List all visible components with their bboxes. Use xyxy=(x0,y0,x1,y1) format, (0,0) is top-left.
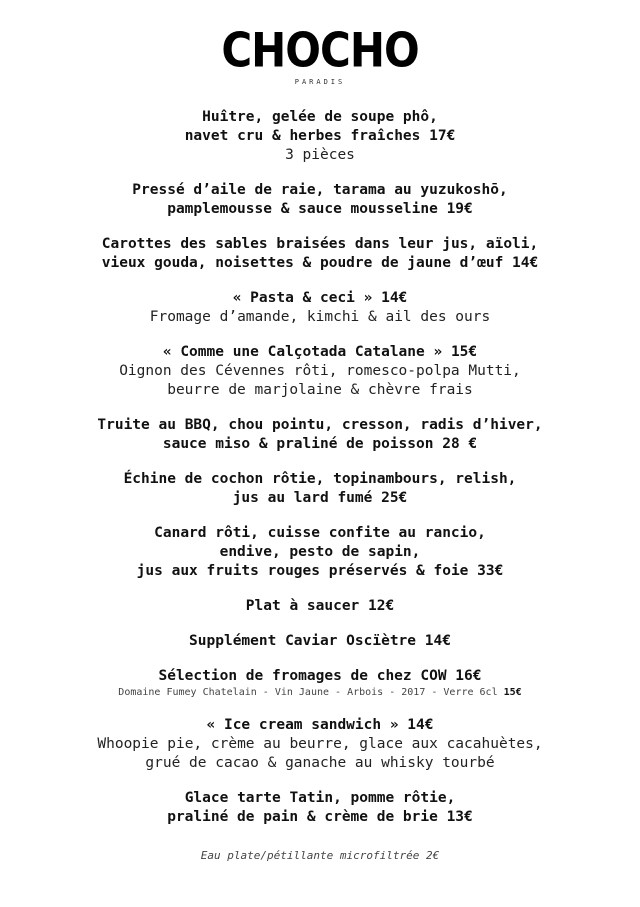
logo-wordmark: CHOCHO xyxy=(221,23,419,78)
menu-list xyxy=(0,108,640,862)
logo xyxy=(0,23,640,86)
menu-item xyxy=(0,416,640,454)
dish-title-line: « Pasta & ceci » 14€ xyxy=(232,290,408,306)
dish-title-line: vieux gouda, noisettes & poudre de jaune d’œuf 14€ xyxy=(101,255,539,271)
menu-item xyxy=(0,470,640,508)
dish-title-line: Sélection de fromages de chez COW 16€ xyxy=(158,668,482,684)
dish-title-line: Carottes des sables braisées dans leur jus, aïoli, xyxy=(101,236,539,252)
dish-description-line: Fromage d’amande, kimchi & ail des ours xyxy=(149,309,491,325)
dish-title-line: « Ice cream sandwich » 14€ xyxy=(206,717,434,733)
dish-title-line: Glace tarte Tatin, pomme rôtie, xyxy=(184,790,456,806)
dish-title-line: « Comme une Calçotada Catalane » 15€ xyxy=(162,344,478,360)
menu-item xyxy=(0,524,640,581)
dish-title-line: navet cru & herbes fraîches 17€ xyxy=(184,128,456,144)
menu-item xyxy=(0,343,640,400)
logo-subtitle: PARADIS xyxy=(294,78,346,86)
wine-pairing-price: 15€ xyxy=(503,687,522,698)
water-note: Eau plate/pétillante microfiltrée 2€ xyxy=(200,849,440,862)
menu-item xyxy=(0,632,640,651)
menu-item xyxy=(0,235,640,273)
wine-pairing-text: Domaine Fumey Chatelain - Vin Jaune - Arbois - 2017 - Verre 6cl xyxy=(118,687,498,698)
dish-title-line: sauce miso & praliné de poisson 28 € xyxy=(162,436,478,452)
dish-title-line: jus au lard fumé 25€ xyxy=(232,490,408,506)
dish-title-line: pamplemousse & sauce mousseline 19€ xyxy=(167,201,473,217)
dish-title-line: Pressé d’aile de raie, tarama au yuzukoshō, xyxy=(132,182,508,198)
dish-title-line: endive, pesto de sapin, xyxy=(219,544,421,560)
dish-description-line: Whoopie pie, crème au beurre, glace aux cacahuètes, xyxy=(97,736,543,752)
menu-item xyxy=(0,289,640,327)
dish-title-line: Échine de cochon rôtie, topinambours, relish, xyxy=(123,471,517,487)
dish-title-line: Plat à saucer 12€ xyxy=(245,598,395,614)
dish-description-line: Oignon des Cévennes rôti, romesco-polpa Mutti, xyxy=(119,363,521,379)
dish-description-line: grué de cacao & ganache au whisky tourbé xyxy=(145,755,495,771)
dish-title-line: Canard rôti, cuisse confite au rancio, xyxy=(154,525,486,541)
menu-item xyxy=(0,716,640,773)
menu-item xyxy=(0,597,640,616)
dish-title-line: Supplément Caviar Oscïètre 14€ xyxy=(189,633,451,649)
menu-item xyxy=(0,181,640,219)
dish-description-line: 3 pièces xyxy=(285,147,355,163)
dish-title-line: jus aux fruits rouges préservés & foie 33€ xyxy=(136,563,504,579)
dish-title-line: Truite au BBQ, chou pointu, cresson, radis d’hiver, xyxy=(97,417,543,433)
dish-title-line: Huître, gelée de soupe phô, xyxy=(202,109,438,125)
menu-item xyxy=(0,108,640,165)
menu-item xyxy=(0,667,640,700)
menu-item xyxy=(0,789,640,827)
dish-title-line: praliné de pain & crème de brie 13€ xyxy=(167,809,473,825)
dish-description-line: beurre de marjolaine & chèvre frais xyxy=(167,382,473,398)
wine-pairing xyxy=(0,686,640,700)
